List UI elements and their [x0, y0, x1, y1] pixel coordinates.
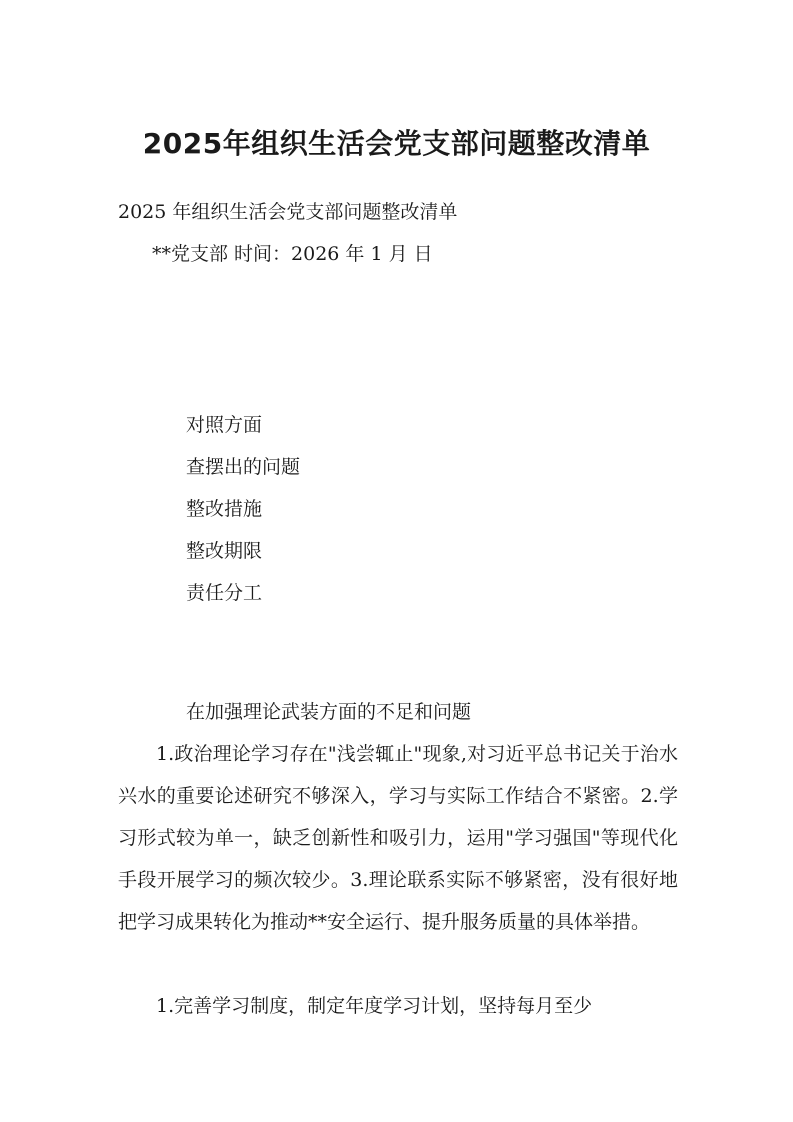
problems-paragraph: 1.政治理论学习存在"浅尝辄止"现象,对习近平总书记关于治水兴水的重要论述研究不够深入，学习与实际工作结合不紧密。2.学习形式较为单一，缺乏创新性和吸引力，运用"学习强国"等现代化手段开展学习的频次较少。3.理论联系实际不够紧密，没有很好地把学习成果转化为推动**安全运行、提升服务质量的具体举措。	[118, 743, 678, 933]
column-header-problems: 查摆出的问题	[186, 456, 301, 478]
document-meta: **党支部 时间：2026 年 1 月 日	[152, 243, 433, 265]
column-header-deadline: 整改期限	[186, 540, 263, 562]
column-header-list	[186, 404, 300, 614]
column-header-measures: 整改措施	[186, 498, 263, 520]
section-heading: 在加强理论武装方面的不足和问题	[186, 701, 472, 723]
column-header-responsibility: 责任分工	[186, 582, 263, 604]
document-title: 2025年组织生活会党支部问题整改清单	[142, 127, 651, 160]
measures-paragraph: 1.完善学习制度，制定年度学习计划，坚持每月至少	[156, 995, 593, 1017]
document-subtitle: 2025 年组织生活会党支部问题整改清单	[118, 201, 458, 223]
column-header-aspect: 对照方面	[186, 414, 263, 436]
